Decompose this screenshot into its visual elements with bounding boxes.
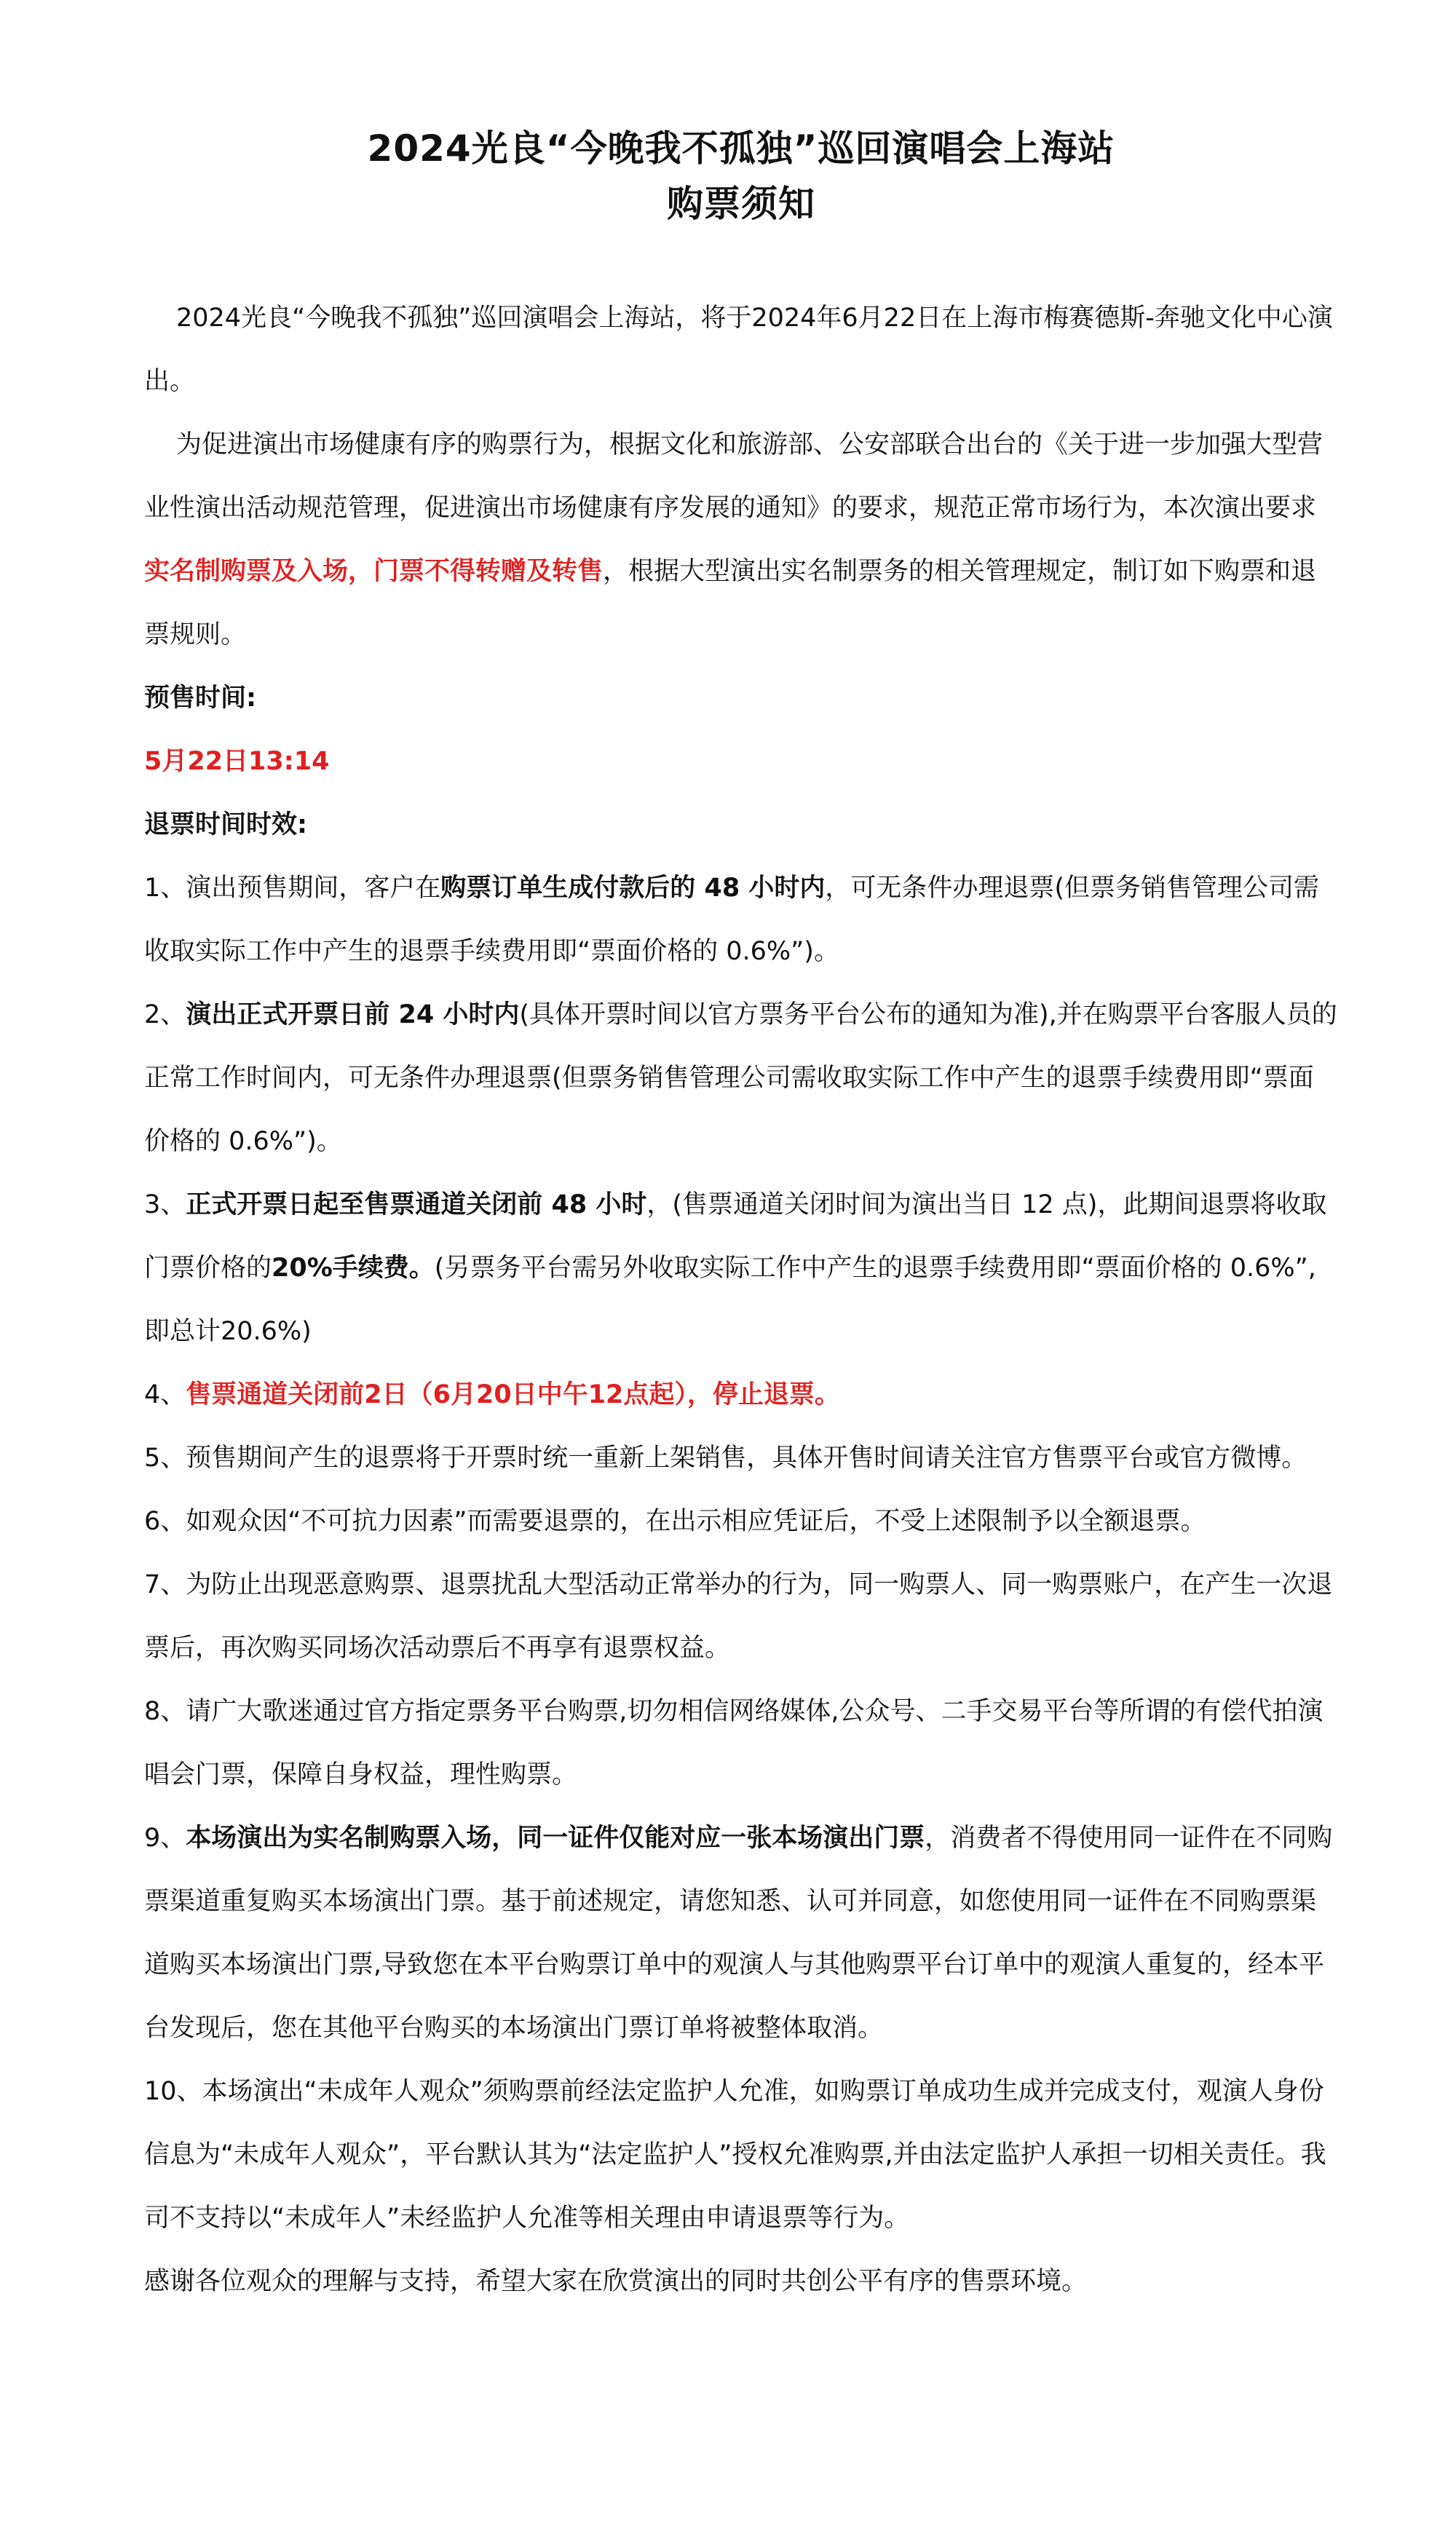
rule-bold: 购票订单生成付款后的 48 小时内 [440,874,826,903]
refund-label: 退票时间时效: [144,810,307,839]
realname-highlight: 实名制购票及入场，门票不得转赠及转售 [144,557,604,586]
rule-item-4 [144,1364,1338,1427]
rule-text: 1、演出预售期间，客户在 [144,874,441,903]
intro-text-end: ，根据大型演出实名制票务的相关管理规定，制订如下购票和退票规则。 [144,557,1317,649]
rule-text: 3、 [144,1190,186,1219]
intro-text: 为促进演出市场健康有序的购票行为，根据文化和旅游部、公安部联合出台的《关于进一步加强大型营业性演出活动规范管理，促进演出市场健康有序发展的通知》的要求，规范正常市场行为，本次演出要求 [144,430,1324,523]
document-subtitle: 购票须知 [667,183,815,225]
rule-text: ，可无条件办理退票(但票务销售管理公司需收取实际工作中产生的退票手续费用即“票面价格的 0.6%”)。 [144,874,1320,966]
presale-label: 预售时间: [144,684,256,713]
rule-text: 2、 [144,1000,186,1029]
rule-item-1 [144,857,1338,983]
rule-text: (另票务平台需另外收取实际工作中产生的退票手续费用即“票面价格的 0.6%”,即总计20.6%) [144,1254,1316,1346]
presale-time: 5月22日13:14 [144,747,330,776]
rule-item-6: 6、如观众因“不可抗力因素”而需要退票的，在出示相应凭证后，不受上述限制予以全额退票。 [144,1507,1206,1536]
rule-item-10: 10、本场演出“未成年人观众”须购票前经法定监护人允准，如购票订单成功生成并完成支付，观演人身份信息为“未成年人观众”，平台默认其为“法定监护人”授权允准购票,并由法定监护人承担一切相关责任。我司不支持以“未成年人”未经监护人允准等相关理由申请退票等行为。 [144,2077,1326,2233]
rule-item-3 [144,1173,1338,1364]
rule-bold: 20%手续费。 [272,1254,435,1283]
stop-refund-highlight: 售票通道关闭前2日（6月20日中午12点起），停止退票。 [186,1380,840,1409]
document-title: 2024光良“今晚我不孤独”巡回演唱会上海站 [367,127,1115,170]
rule-item-2 [144,983,1338,1173]
rule-text: 4、 [144,1380,186,1409]
closing-paragraph: 感谢各位观众的理解与支持，希望大家在欣赏演出的同时共创公平有序的售票环境。 [144,2267,1088,2296]
rule-bold: 本场演出为实名制购票入场，同一证件仅能对应一张本场演出门票 [186,1824,925,1853]
notice-content [144,287,1338,2314]
rule-item-9 [144,1807,1338,2060]
rule-text: 9、 [144,1824,186,1853]
rule-text: ，(售票通道关闭时间为演出当日 12 点)，此期间退票将收取门票价格的 [144,1190,1327,1283]
rule-text: ，消费者不得使用同一证件在不同购票渠道重复购买本场演出门票。基于前述规定，请您知悉、认可并同意，如您使用同一证件在不同购票渠道购买本场演出门票,导致您在本平台购票订单中的观演人与其他购票平台订单中的观演人重复的，经本平台发现后，您在其他平台购买的本场演出门票订单将被整体取消。 [144,1824,1333,2043]
rule-item-5: 5、预售期间产生的退票将于开票时统一重新上架销售，具体开售时间请关注官方售票平台或官方微博。 [144,1444,1307,1473]
rule-bold: 正式开票日起至售票通道关闭前 48 小时 [186,1190,647,1219]
rule-bold: 演出正式开票日前 24 小时内 [186,1000,520,1029]
rule-text: (具体开票时间以官方票务平台公布的通知为准),并在购票平台客服人员的正常工作时间内，可无条件办理退票(但票务销售管理公司需收取实际工作中产生的退票手续费用即“票面价格的 0.6%”)。 [144,1000,1337,1156]
intro-paragraph-1: 2024光良“今晚我不孤独”巡回演唱会上海站，将于2024年6月22日在上海市梅赛德斯-奔驰文化中心演出。 [144,304,1333,396]
rule-item-7: 7、为防止出现恶意购票、退票扰乱大型活动正常举办的行为，同一购票人、同一购票账户，在产生一次退票后，再次购买同场次活动票后不再享有退票权益。 [144,1570,1333,1663]
intro-paragraph-2 [144,413,1338,667]
rule-item-8: 8、请广大歌迷通过官方指定票务平台购票,切勿相信网络媒体,公众号、二手交易平台等所谓的有偿代拍演唱会门票，保障自身权益，理性购票。 [144,1697,1324,1789]
